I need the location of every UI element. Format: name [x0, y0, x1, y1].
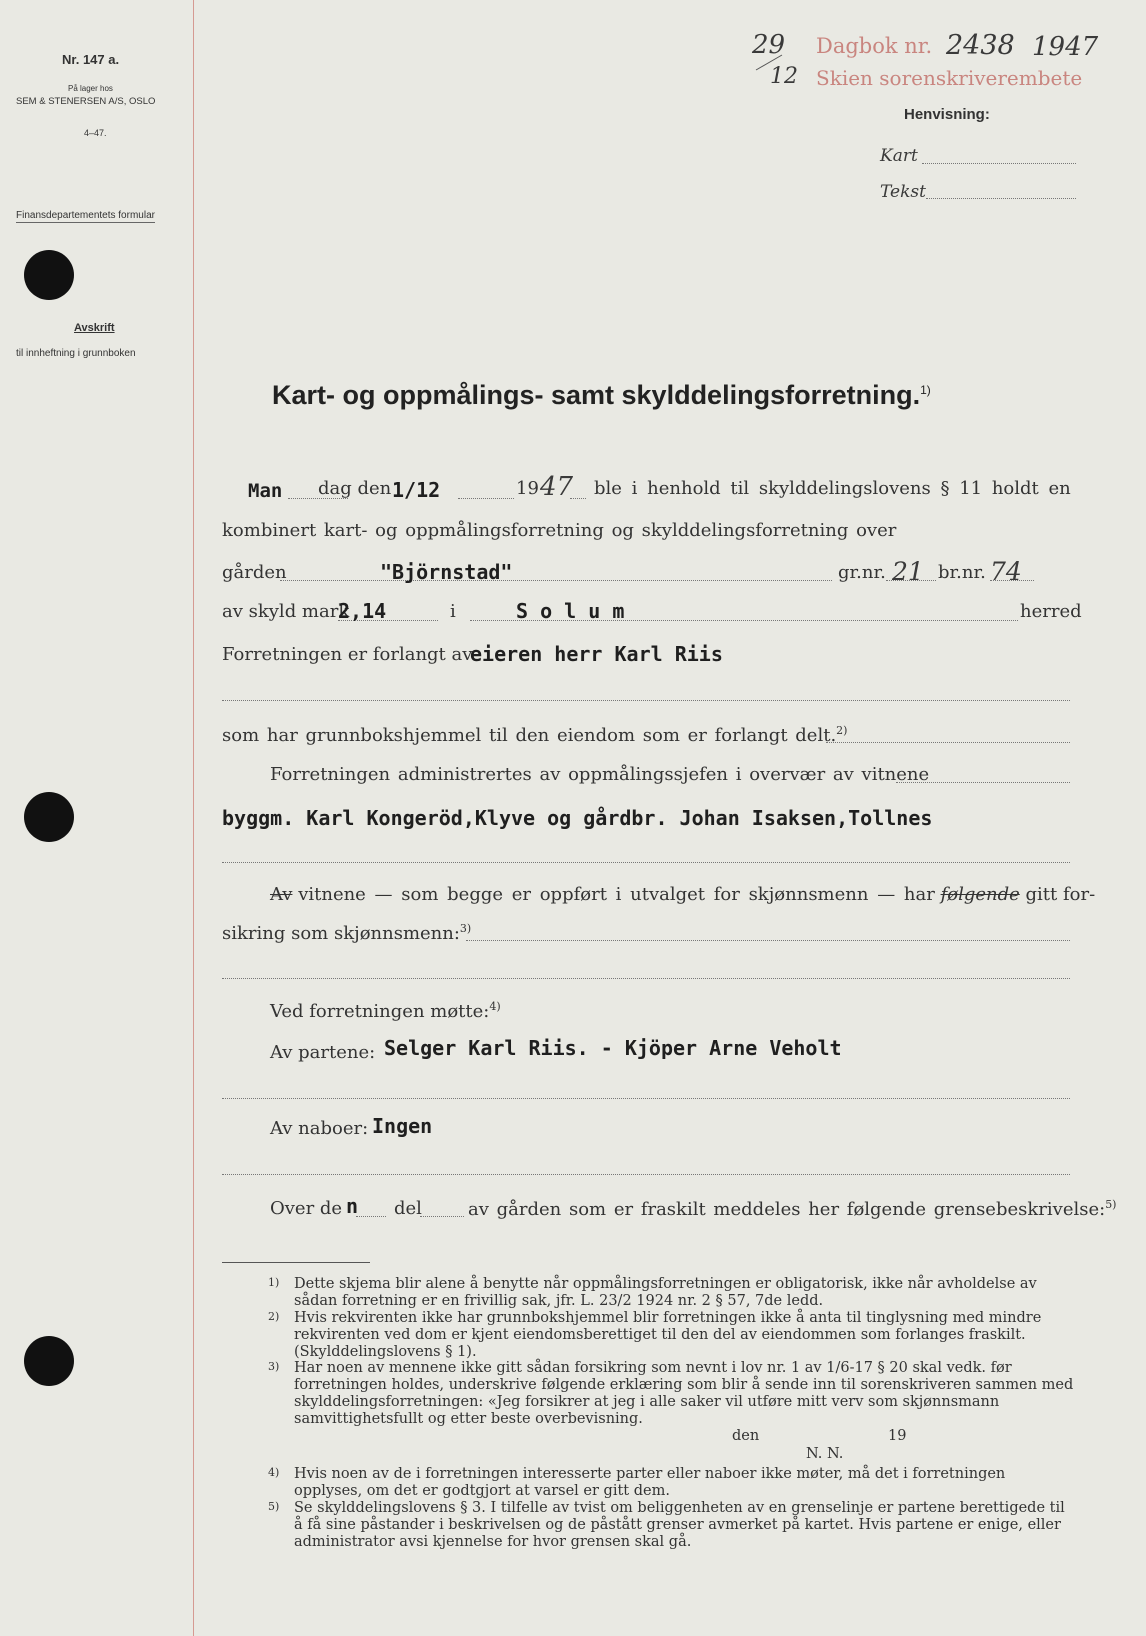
av-struck: Av: [270, 884, 293, 905]
oath-year: 19: [888, 1428, 907, 1444]
dag-den-label: dag den: [318, 478, 392, 499]
admin-field: [896, 782, 1070, 783]
forsikring-text: sikring som skjønnsmenn:: [222, 923, 460, 944]
footnote-4: Hvis noen av de i forretningen interesserte parter eller naboer ikke møter, må det i forretningen opplyses, om det er godtgjort at varsel er gitt dem.: [294, 1466, 1006, 1499]
hjemmel-note: 2): [836, 724, 848, 737]
farm-name: "Björnstad": [380, 560, 513, 584]
form-authority: Finansdepartementets formular: [16, 210, 155, 221]
skyld-field: [338, 620, 438, 621]
footnote-mark-2: 2): [268, 1310, 280, 1323]
over-field: [356, 1216, 386, 1217]
kart-label: Kart: [880, 146, 918, 166]
punch-hole-middle: [24, 792, 74, 842]
parties-blank-line: [222, 1098, 1070, 1099]
footnote-mark-1: 1): [268, 1276, 280, 1289]
page-title-text: Kart- og oppmålings- samt skylddelingsforretning.: [272, 380, 921, 410]
witness-line-b: gitt for-: [1025, 884, 1096, 905]
page-title: [272, 380, 931, 411]
hjemmel-line: [222, 724, 847, 746]
form-number: Nr. 147 a.: [62, 52, 120, 67]
year-prefix: 19: [516, 478, 539, 499]
weekday: Man: [248, 480, 283, 502]
brnr-value: 74: [990, 557, 1022, 586]
garden-label: gården: [222, 562, 287, 583]
herred-label: herred: [1020, 601, 1082, 622]
skyld-label: av skyld mark: [222, 601, 350, 622]
footnote-separator: [222, 1262, 370, 1263]
punch-hole-bottom: [24, 1336, 74, 1386]
forsikring-blank-line: [222, 978, 1070, 979]
witness-line-a: vitnene — som begge er oppført i utvalget for skjønnsmenn — har: [298, 884, 935, 905]
garden-field: [280, 580, 832, 581]
references-title: Henvisning:: [904, 106, 990, 123]
hjemmel-text: som har grunnbokshjemmel til den eiendom som er forlangt delt.: [222, 725, 837, 746]
over-fill: n: [346, 1194, 359, 1218]
neighbours-label: Av naboer:: [270, 1118, 369, 1139]
forsikring-line: [222, 922, 471, 944]
office-name: Skien sorenskriverembete: [816, 66, 1083, 90]
stamp-year: 1947: [1032, 32, 1099, 62]
kart-field: [922, 163, 1076, 164]
folgende-struck: følgende: [940, 884, 1020, 905]
over-note: 5): [1105, 1198, 1117, 1211]
over-rest: [468, 1198, 1116, 1220]
red-margin-line: [193, 0, 194, 1636]
footnote-2: Hvis rekvirenten ikke har grunnbokshjemmel blir forretningen ikke å anta til tinglysning med mindre rekvirenten ved dom er kjent eiendomsberettiget til den del av eiendommen som forlanges fraskilt. (Skylddelingslovens § 1).: [294, 1310, 1042, 1360]
municipality-field: [470, 620, 1018, 621]
witness-blank-line: [222, 862, 1070, 863]
admin-line: Forretningen administrertes av oppmålingssjefen i overvær av vitnene: [270, 764, 930, 785]
forsikring-field: [466, 940, 1070, 941]
footnote-mark-3: 3): [268, 1360, 280, 1373]
over-rest-text: av gården som er fraskilt meddeles her følgende grensebeskrivelse:: [468, 1199, 1106, 1220]
hjemmel-field: [826, 742, 1070, 743]
intro-rest: ble i henhold til skylddelingslovens § 11 holdt en: [594, 478, 1071, 499]
witnesses: byggm. Karl Kongeröd,Klyve og gårdbr. Johan Isaksen,Tollnes: [222, 806, 933, 830]
dagbok-number: 2438: [946, 30, 1015, 61]
present-line: [270, 1000, 501, 1022]
skyld-value: 2,14: [338, 599, 387, 623]
year-field: [570, 498, 586, 499]
parties-label: Av partene:: [270, 1042, 376, 1063]
i-label: i: [450, 601, 456, 622]
del-label: del: [394, 1198, 422, 1219]
dagbok-label: Dagbok nr.: [816, 34, 933, 58]
publisher-line-1: På lager hos: [68, 84, 113, 93]
municipality: S o l u m: [516, 599, 625, 623]
over-label: Over de: [270, 1198, 343, 1219]
forsikring-note: 3): [459, 922, 472, 935]
date-value: 1/12: [392, 478, 441, 502]
requested-label: Forretningen er forlangt av: [222, 644, 473, 665]
footnote-mark-4: 4): [268, 1466, 280, 1479]
parties-value: Selger Karl Riis. - Kjöper Arne Veholt: [384, 1036, 842, 1060]
footnote-mark-5: 5): [268, 1500, 280, 1513]
punch-hole-top: [24, 250, 74, 300]
page-title-note: 1): [920, 383, 931, 397]
handwritten-date-day: 29: [752, 30, 786, 60]
copy-purpose: til innheftning i grunnboken: [16, 348, 136, 359]
requested-blank-line: [222, 700, 1070, 701]
tekst-label: Tekst: [880, 182, 926, 202]
publisher-line-2: SEM & STENERSEN A/S, OSLO: [16, 96, 156, 107]
footnote-3: Har noen av mennene ikke gitt sådan forsikring som nevnt i lov nr. 1 av 1/6-17 § 20 skal vedk. før forretningen holdes, underskrive følgende erklæring som blir å sende inn til sorenskriveren sammen med skylddelingsforretningen: «Jeg forsikrer at jeg i alle saker vil utføre mitt verv som skjønnsmann samvittighetsfullt og etter beste overbevisning.: [294, 1360, 1074, 1427]
neighbours-value: Ingen: [372, 1114, 433, 1138]
year-suffix: 47: [540, 472, 574, 502]
present-note: 4): [489, 1000, 501, 1013]
witness-statement: [270, 884, 1095, 905]
brnr-field: [990, 580, 1034, 581]
copy-label: Avskrift: [74, 322, 115, 334]
requested-by: eieren herr Karl Riis: [470, 642, 723, 666]
present-label: Ved forretningen møtte:: [270, 1001, 490, 1022]
neighbours-blank-line: [222, 1174, 1070, 1175]
date-field: [458, 498, 514, 499]
tekst-field: [926, 198, 1076, 199]
grnr-field: [886, 580, 936, 581]
grnr-value: 21: [892, 557, 924, 586]
form-edition: 4–47.: [84, 128, 107, 138]
oath-signature: N. N.: [806, 1446, 844, 1462]
intro-line-2: kombinert kart- og oppmålingsforretning og skylddelingsforretning over: [222, 520, 897, 541]
handwritten-date-month: 12: [770, 64, 798, 89]
oath-den: den: [732, 1428, 760, 1444]
brnr-label: br.nr.: [938, 562, 986, 583]
footnote-1: Dette skjema blir alene å benytte når oppmålingsforretningen er obligatorisk, ikke når avholdelse av sådan forretning er en frivillig sak, jfr. L. 23/2 1924 nr. 2 § 57, 7de ledd.: [294, 1276, 1037, 1309]
grnr-label: gr.nr.: [838, 562, 886, 583]
del-field: [420, 1216, 464, 1217]
footnote-5: Se skylddelingslovens § 3. I tilfelle av tvist om beliggenheten av en grenselinje er partene berettigede til å få sine påstander i beskrivelsen og de påstått grenser avmerket på kartet. Hvis partene er enige, eller administrator avsi kjennelse for hvor grensen skal gå.: [294, 1500, 1065, 1550]
